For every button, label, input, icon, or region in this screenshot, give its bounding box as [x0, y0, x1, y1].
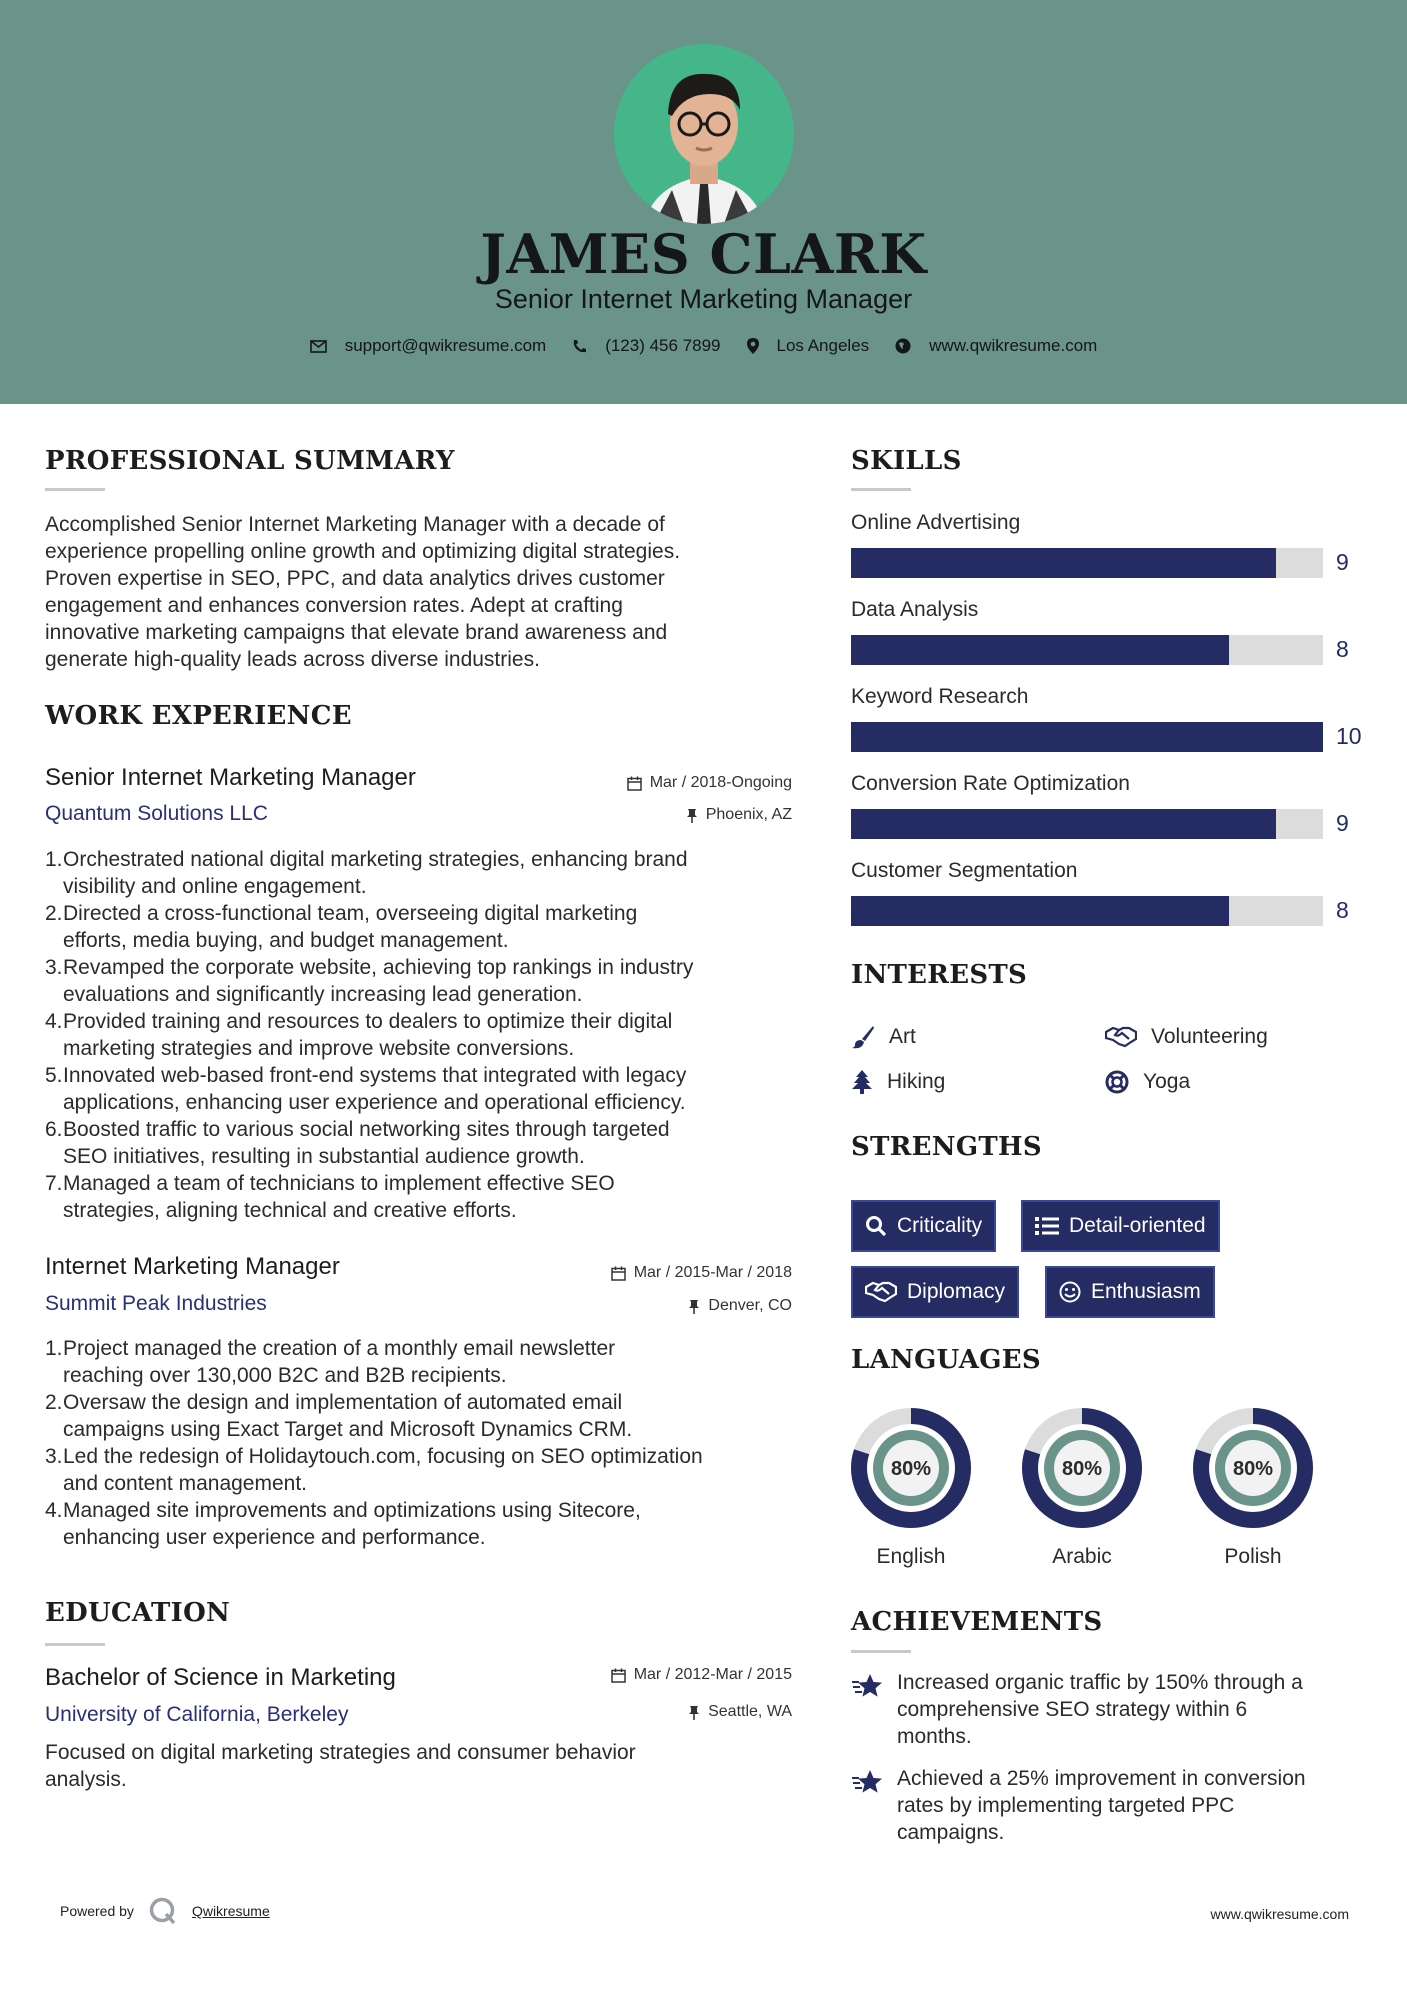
skill-bar-track — [851, 635, 1323, 665]
language-ring — [1191, 1406, 1315, 1534]
language-ring — [1020, 1406, 1144, 1534]
calendar-icon — [611, 1266, 626, 1281]
language-label: Polish — [1224, 1545, 1282, 1568]
list-item: 5. Innovated web-based front-end systems that integrated with legacy applications, enhancing user experience and operational efficiency. — [45, 1064, 687, 1114]
qwikresume-link[interactable]: Qwikresume — [191, 1903, 270, 1919]
footer-powered-by — [60, 1896, 270, 1926]
powered-by-text: Powered by — [60, 1903, 134, 1919]
list-item: 1. Project managed the creation of a monthly email newsletter reaching over 130,000 B2C and B2B recipients. — [45, 1337, 616, 1387]
skills-rule — [851, 488, 911, 491]
list-item: 2. Directed a cross-functional team, overseeing digital marketing efforts, media buying, and budget management. — [45, 902, 638, 952]
skill-value: 9 — [1336, 549, 1349, 575]
job-location — [540, 1297, 792, 1315]
education-rule — [45, 1643, 105, 1646]
interest-label: Art — [889, 1025, 916, 1048]
summary-heading: PROFESSIONAL SUMMARY — [45, 446, 455, 476]
experience-heading: WORK EXPERIENCE — [45, 701, 352, 731]
language-percent: 80% — [890, 1458, 932, 1480]
summary-line: generate high-quality leads across diverse industries. — [45, 648, 540, 671]
summary-line: Accomplished Senior Internet Marketing Manager with a decade of — [45, 513, 665, 536]
job-bullets — [45, 1335, 805, 1551]
smile-icon — [1059, 1281, 1081, 1303]
website-text: www.qwikresume.com — [929, 336, 1098, 355]
language-progress-ring — [849, 1406, 973, 1530]
job-bullets — [45, 846, 805, 1224]
email-text: support@qwikresume.com — [344, 336, 547, 355]
summary-text — [45, 511, 805, 673]
education-description — [45, 1739, 805, 1793]
school-name: University of California, Berkeley — [45, 1703, 349, 1726]
strength-chip-criticality — [851, 1200, 996, 1252]
phone-icon — [572, 339, 587, 354]
summary-line: experience propelling online growth and optimizing digital strategies. — [45, 540, 681, 563]
language-ring — [849, 1406, 973, 1534]
calendar-icon — [627, 776, 642, 791]
skill-bar-track — [851, 896, 1323, 926]
handshake-icon — [1105, 1026, 1137, 1048]
summary-rule — [45, 488, 105, 491]
skill-value: 8 — [1336, 636, 1349, 662]
map-marker-icon — [747, 338, 759, 354]
summary-line: innovative marketing campaigns that elevate brand awareness and — [45, 621, 668, 644]
language-percent: 80% — [1061, 1458, 1103, 1480]
interest-yoga — [1105, 1070, 1190, 1094]
achievement-item — [851, 1669, 1371, 1750]
achievements-rule — [851, 1650, 911, 1653]
interest-label: Yoga — [1143, 1070, 1191, 1093]
interest-label: Hiking — [887, 1070, 946, 1093]
strength-label: Detail-oriented — [1069, 1214, 1206, 1237]
paintbrush-icon — [851, 1025, 875, 1049]
language-progress-ring — [1191, 1406, 1315, 1530]
skill-label: Keyword Research — [851, 685, 1029, 708]
job-location — [540, 806, 792, 824]
job-location-text: Phoenix, AZ — [705, 806, 792, 823]
star-icon — [851, 1769, 883, 1795]
envelope-icon — [310, 340, 327, 353]
skill-bar-track — [851, 722, 1323, 752]
list-icon — [1035, 1216, 1059, 1236]
achievements-heading: ACHIEVEMENTS — [851, 1607, 1103, 1637]
phone-text: (123) 456 7899 — [605, 336, 721, 355]
education-line: Focused on digital marketing strategies and consumer behavior — [45, 1741, 636, 1764]
education-dates — [540, 1666, 792, 1684]
skill-bar-track — [851, 548, 1323, 578]
list-item: 4. Managed site improvements and optimizations using Sitecore, enhancing user experience and performance. — [45, 1499, 641, 1549]
achievement-item — [851, 1765, 1371, 1846]
summary-line: Proven expertise in SEO, PPC, and data analytics drives customer — [45, 567, 665, 590]
education-location — [540, 1703, 792, 1721]
skill-bar-fill — [851, 635, 1229, 665]
education-heading: EDUCATION — [45, 1598, 231, 1628]
list-item: 3. Revamped the corporate website, achieving top rankings in industry evaluations and significantly increasing lead generation. — [45, 956, 694, 1006]
education-dates-text: Mar / 2012-Mar / 2015 — [633, 1666, 792, 1683]
calendar-icon — [611, 1668, 626, 1683]
strengths-heading: STRENGTHS — [851, 1132, 1042, 1162]
job-dates-text: Mar / 2018-Ongoing — [649, 774, 792, 791]
language-label: Arabic — [1052, 1545, 1112, 1568]
candidate-role: Senior Internet Marketing Manager — [494, 284, 913, 314]
list-item: 4. Provided training and resources to dealers to optimize their digital marketing strategies and improve website conversions. — [45, 1010, 673, 1060]
language-label: English — [876, 1545, 946, 1568]
lifering-icon — [1105, 1070, 1129, 1094]
company-name: Summit Peak Industries — [45, 1292, 267, 1315]
list-item: 2. Oversaw the design and implementation of automated email campaigns using Exact Target and Microsoft Dynamics CRM. — [45, 1391, 633, 1441]
job-dates-text: Mar / 2015-Mar / 2018 — [633, 1264, 792, 1281]
degree-title: Bachelor of Science in Marketing — [45, 1664, 396, 1691]
language-progress-ring — [1020, 1406, 1144, 1530]
achievement-text: Increased organic traffic by 150% through a comprehensive SEO strategy within 6 months. — [897, 1671, 1303, 1748]
job-title: Senior Internet Marketing Manager — [45, 764, 416, 791]
skill-value: 8 — [1336, 897, 1349, 923]
thumbtack-icon — [688, 1705, 700, 1720]
interest-art — [851, 1025, 916, 1049]
summary-line: engagement and enhances conversion rates. Adept at crafting — [45, 594, 623, 617]
thumbtack-icon — [688, 1299, 700, 1314]
strength-label: Diplomacy — [907, 1280, 1006, 1303]
skill-label: Customer Segmentation — [851, 859, 1078, 882]
list-item: 7. Managed a team of technicians to implement effective SEO strategies, aligning technical and creative efforts. — [45, 1172, 615, 1222]
avatar-portrait-icon — [614, 44, 794, 224]
search-icon — [865, 1215, 887, 1237]
skill-bar-fill — [851, 896, 1229, 926]
resume-header — [0, 0, 1407, 404]
skill-value: 10 — [1336, 723, 1362, 749]
strength-chip-diplomacy — [851, 1266, 1019, 1318]
interest-hiking — [851, 1070, 945, 1094]
interests-heading: INTERESTS — [851, 960, 1028, 990]
job-dates — [540, 774, 792, 792]
skill-label: Online Advertising — [851, 511, 1021, 534]
qwikresume-logo-icon — [148, 1896, 178, 1926]
strength-label: Criticality — [897, 1214, 983, 1237]
tree-icon — [851, 1070, 873, 1094]
interest-label: Volunteering — [1151, 1025, 1268, 1048]
interest-volunteering — [1105, 1025, 1268, 1049]
contact-phone[interactable] — [572, 336, 720, 356]
language-percent: 80% — [1232, 1458, 1274, 1480]
handshake-icon — [865, 1281, 897, 1303]
list-item: 6. Boosted traffic to various social networking sites through targeted SEO initiatives, resulting in substantial audience growth. — [45, 1118, 670, 1168]
skill-bar-fill — [851, 722, 1323, 752]
contact-email[interactable] — [310, 336, 547, 356]
strength-chip-enthusiasm — [1045, 1266, 1215, 1318]
contact-website[interactable] — [895, 336, 1097, 356]
company-name: Quantum Solutions LLC — [45, 802, 268, 825]
strength-label: Enthusiasm — [1091, 1280, 1201, 1303]
thumbtack-icon — [686, 808, 698, 823]
contact-location — [747, 336, 870, 356]
list-item: 3. Led the redesign of Holidaytouch.com, focusing on SEO optimization and content management. — [45, 1445, 703, 1495]
skills-heading: SKILLS — [851, 446, 962, 476]
education-line: analysis. — [45, 1768, 127, 1791]
candidate-name: JAMES CLARK — [480, 222, 927, 286]
skill-bar-fill — [851, 809, 1276, 839]
skill-bar-track — [851, 809, 1323, 839]
star-icon — [851, 1673, 883, 1699]
skill-bar-fill — [851, 548, 1276, 578]
strength-chip-detail-oriented — [1021, 1200, 1220, 1252]
achievement-text: Achieved a 25% improvement in conversion rates by implementing targeted PPC campaigns. — [897, 1767, 1306, 1844]
languages-heading: LANGUAGES — [851, 1345, 1041, 1375]
footer-website[interactable]: www.qwikresume.com — [1210, 1906, 1349, 1922]
skill-value: 9 — [1336, 810, 1349, 836]
profile-photo — [614, 44, 794, 224]
job-dates — [540, 1264, 792, 1282]
job-title: Internet Marketing Manager — [45, 1253, 340, 1280]
job-location-text: Denver, CO — [708, 1297, 792, 1314]
list-item: 1. Orchestrated national digital marketing strategies, enhancing brand visibility and online engagement. — [45, 848, 688, 898]
contact-bar — [0, 336, 1407, 356]
skill-label: Conversion Rate Optimization — [851, 772, 1130, 795]
globe-icon — [895, 338, 911, 354]
skill-label: Data Analysis — [851, 598, 979, 621]
location-text: Los Angeles — [776, 336, 870, 355]
education-location-text: Seattle, WA — [708, 1703, 792, 1720]
